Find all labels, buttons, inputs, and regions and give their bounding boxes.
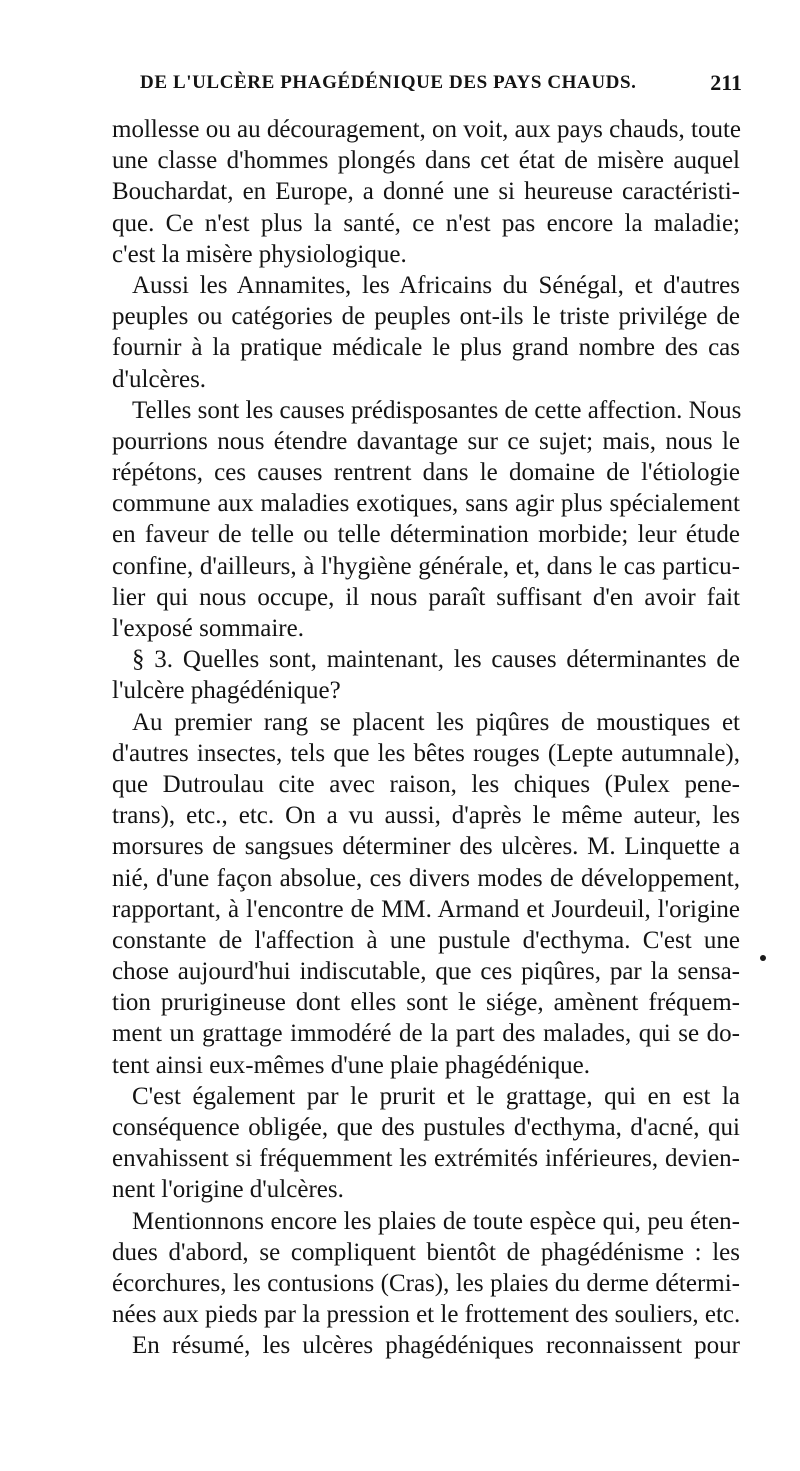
text-line: fournir à la pratique médicale le plus grand nombre des cas [112,334,740,362]
text-line: constante de l'affection à une pustule d'ecthyma. C'est une [112,926,740,954]
running-title: DE L'ULCÈRE PHAGÉDÉNIQUE DES PAYS CHAUDS. [140,72,637,93]
text-line: lier qui nous occupe, il nous paraît suffisant d'en avoir fait [112,583,740,611]
margin-dot-mark [760,955,766,961]
text-line: chose aujourd'hui indiscutable, que ces piqûres, par la sensa- [112,958,740,986]
text-line: C'est également par le prurit et le grattage, qui en est la [132,1082,740,1110]
text-line: d'autres insectes, tels que les bêtes rouges (Lepte autumnale), [112,739,740,767]
text-line: Bouchardat, en Europe, a donné une si heureuse caractéristi- [112,178,740,206]
text-line: commune aux maladies exotiques, sans agir plus spécialement [112,490,740,518]
text-line: confine, d'ailleurs, à l'hygiène générale, et, dans le cas particu- [112,552,740,580]
text-line: l'ulcère phagédénique? [112,677,341,705]
text-line: c'est la misère physiologique. [112,240,407,268]
section-heading-line: § 3. Quelles sont, maintenant, les causes déterminantes de [132,646,740,674]
text-line: nées aux pieds par la pression et le frottement des souliers, etc. [112,1301,741,1329]
text-line: mollesse ou au découragement, on voit, aux pays chauds, toute [112,116,742,143]
text-line: tent ainsi eux-mêmes d'une plaie phagédénique. [112,1051,590,1079]
text-line: nent l'origine d'ulcères. [112,1176,344,1204]
text-line: pourrions nous étendre davantage sur ce sujet; mais, nous le [112,427,740,455]
text-line: écorchures, les contusions (Cras), les plaies du derme détermi- [112,1269,740,1297]
text-line: morsures de sangsues déterminer des ulcères. M. Linquette a [112,833,740,861]
body-text [112,114,740,1362]
text-line: dues d'abord, se compliquent bientôt de phagédénisme : les [112,1238,740,1266]
text-line: l'exposé sommaire. [112,615,304,642]
text-line: que. Ce n'est plus la santé, ce n'est pas encore la maladie; [112,209,740,237]
text-line: que Dutroulau cite avec raison, les chiques (Pulex pene- [112,770,740,798]
text-line: peuples ou catégories de peuples ont-ils le triste privilége de [112,303,740,331]
text-line: en faveur de telle ou telle détermination morbide; leur étude [112,521,740,549]
text-line: nié, d'une façon absolue, ces divers modes de développement, [112,864,740,892]
text-line: Au premier rang se placent les piqûres de moustiques et [132,708,740,736]
text-line: Aussi les Annamites, les Africains du Sénégal, et d'autres [132,271,740,299]
text-line: Telles sont les causes prédisposantes de cette affection. Nous [132,396,742,424]
text-line: une classe d'hommes plongés dans cet état de misère auquel [112,147,740,175]
text-line: rapportant, à l'encontre de MM. Armand et Jourdeuil, l'origine [112,895,740,923]
text-line: conséquence obligée, que des pustules d'ecthyma, d'acné, qui [112,1114,740,1141]
text-line: envahissent si fréquemment les extrémités inférieures, devien- [112,1145,740,1173]
text-line: ment un grattage immodéré de la part des malades, qui se do- [112,1020,740,1048]
text-line: d'ulcères. [112,365,207,393]
text-line: En résumé, les ulcères phagédéniques reconnaissent pour [132,1332,740,1360]
text-line: tion prurigineuse dont elles sont le siége, amènent fréquem- [112,989,740,1017]
running-header [112,72,742,102]
text-line: trans), etc., etc. On a vu aussi, d'après le même auteur, les [112,802,740,830]
text-line: Mentionnons encore les plaies de toute espèce qui, peu éten- [132,1207,740,1235]
text-line: répétons, ces causes rentrent dans le domaine de l'étiologie [112,459,740,487]
page-number: 211 [710,70,742,95]
